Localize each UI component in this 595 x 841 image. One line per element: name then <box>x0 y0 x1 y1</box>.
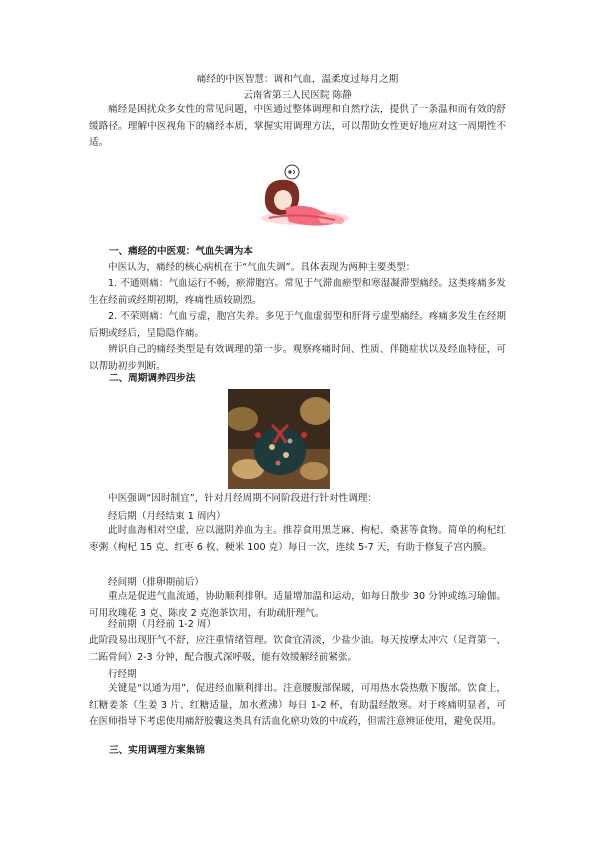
phase4-text: 关键是“以通为用”，促进经血顺利排出。注意腰腹部保暖，可用热水袋热敷下腹部。饮食上，红糖姜茶（生姜 3 片、红糖适量，加水煮沸）每日 1-2 杯，有助温经散寒。对于疼痛明显者，可在医师指导下考虑使用痛舒胶囊这类具有活血化瘀功效的中成药，但需注意辨证使用，避免误用。 <box>89 683 506 728</box>
intro-paragraph: 痛经是困扰众多女性的常见问题，中医通过整体调理和自然疗法，提供了一条温和而有效的舒缓路径。理解中医视角下的痛经本质，掌握实用调理方法，可以帮助女性更好地应对这一周期性不适。 <box>89 104 506 149</box>
phase1-title: 经后期（月经结束 1 周内） <box>108 511 226 522</box>
doc-title: 痛经的中医智慧：调和气血，温柔度过每月之期 <box>196 74 399 85</box>
phase4-title: 行经期 <box>108 669 137 680</box>
phase1-text: 此时血海相对空虚，应以滋阴养血为主。推荐食用黑芝麻、枸杞、桑葚等食物。简单的枸杞红枣粥（枸杞 15 克、红枣 6 枚、粳米 100 克）每日一次，连续 5-7 天，有助于修复子宫内膜。 <box>89 525 506 553</box>
section1-paragraph-4: 辨识自己的痛经类型是有效调理的第一步。观察疼痛时间、性质、伴随症状以及经血特征，可以帮助初步判断。 <box>89 344 506 372</box>
phase3-title: 经前期（月经前 1-2 周） <box>108 619 217 630</box>
pain-dot-1 <box>288 170 291 173</box>
period-pain-illustration <box>255 160 351 232</box>
pattern-dot-1 <box>269 444 275 450</box>
section3-heading: 三、实用调理方案集锦 <box>109 745 205 756</box>
herbs-bottom-right <box>300 462 328 480</box>
section1-paragraph-2: 1. 不通则痛：气血运行不畅，瘀滞胞宫。常见于气滞血瘀型和寒湿凝滞型痛经。这类疼痛多发生在经前或经期初期，疼痛性质较剧烈。 <box>89 278 506 306</box>
pattern-dot-2 <box>283 452 289 458</box>
section1-paragraph-1: 中医认为，痛经的核心病机在于“气血失调”。具体表现为两种主要类型： <box>108 262 416 273</box>
phase2-title: 经间期（排卵期前后） <box>108 577 204 588</box>
section2-intro: 中医强调“因时制宜”，针对月经周期不同阶段进行针对性调理： <box>108 493 377 504</box>
section2-heading: 二、周期调养四步法 <box>109 373 196 384</box>
doc-byline: 云南省第三人民医院 陈静 <box>243 90 352 101</box>
red-berry-1 <box>255 432 261 438</box>
section1-heading: 一、痛经的中医观：气血失调为本 <box>109 246 253 257</box>
section1-paragraph-3: 2. 不荣则痛：气血亏虚，胞宫失养。多见于气血虚弱型和肝肾亏虚型痛经。疼痛多发生在经期后期或经后，呈隐隐作痛。 <box>89 311 506 339</box>
red-berry-2 <box>301 432 307 438</box>
phase3-text: 此阶段易出现肝气不舒，应注重情绪管理。饮食宜清淡，少盐少油。每天按摩太冲穴（足背第一、二跖骨间）2-3 分钟，配合腹式深呼吸，能有效缓解经前紧张。 <box>89 635 506 663</box>
herbal-medicine-photo <box>228 389 330 489</box>
pattern-dot-4 <box>288 439 293 444</box>
pain-bubble <box>285 165 299 179</box>
phase2-text: 重点是促进气血流通，协助顺利排卵。适量增加温和运动，如每日散步 30 分钟或练习瑜伽。可用玫瑰花 3 克、陈皮 2 克泡茶饮用，有助疏肝理气。 <box>89 591 506 619</box>
pattern-dot-3 <box>276 461 281 466</box>
